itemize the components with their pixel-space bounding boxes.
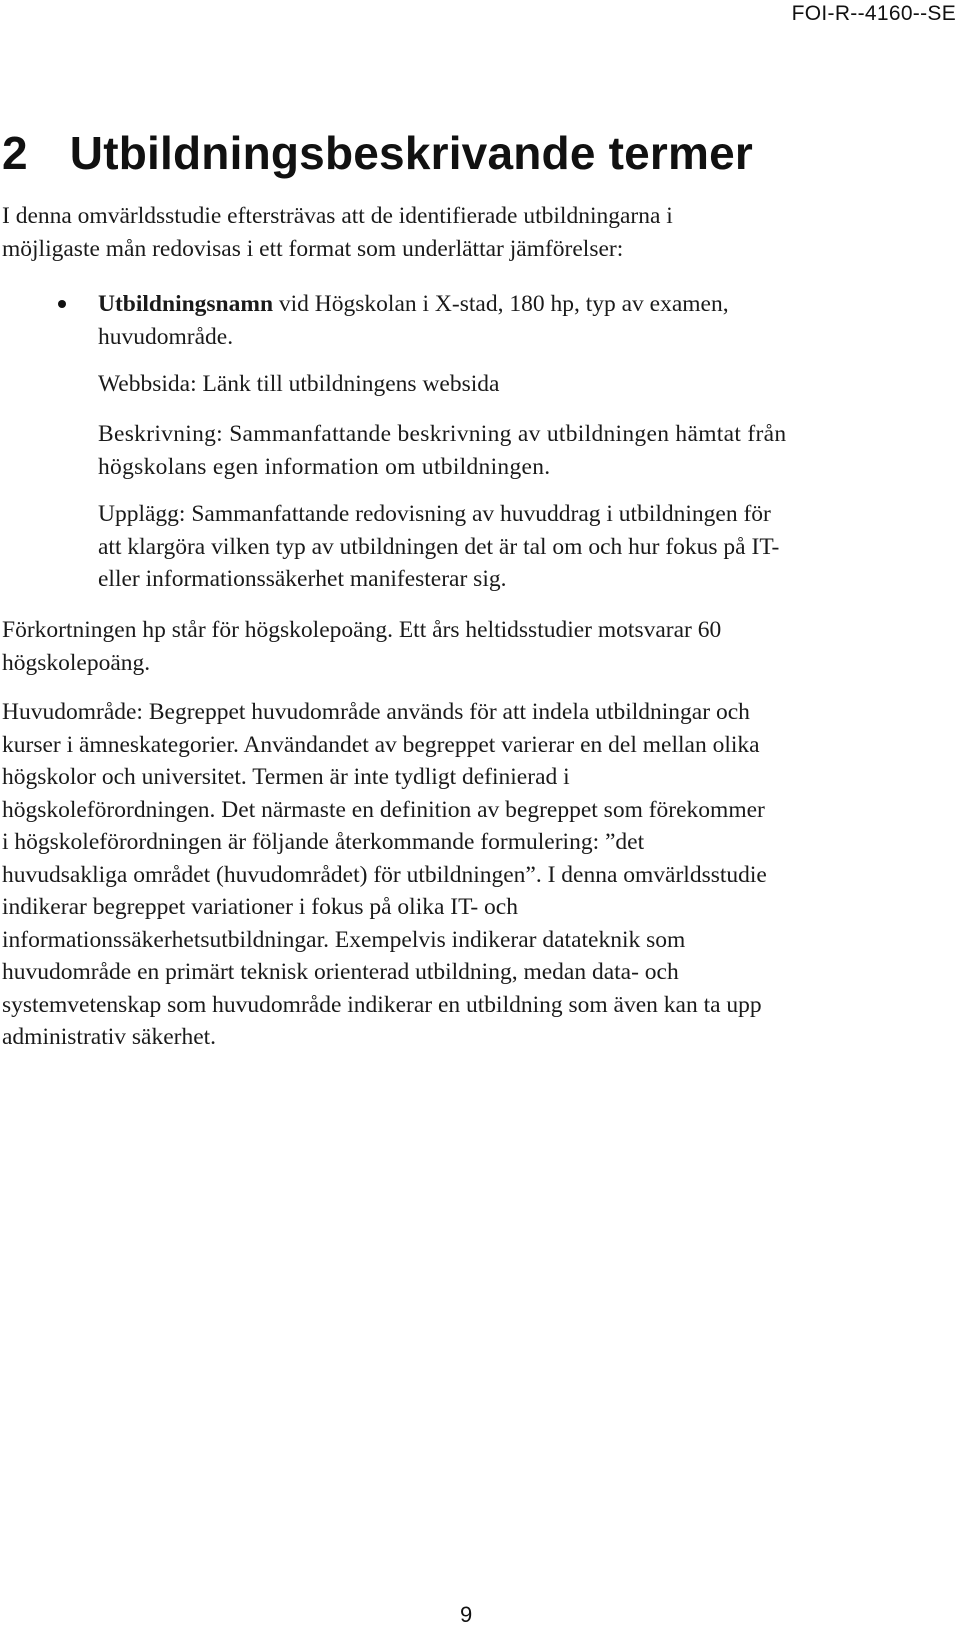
huvudomrade-paragraph <box>2 696 767 1054</box>
intro-paragraph <box>2 200 673 265</box>
huvudomrade-line: informationssäkerhetsutbildningar. Exempelvis indikerar datateknik som <box>2 926 686 953</box>
chapter-title: Utbildningsbeskrivande termer <box>69 127 753 179</box>
huvudomrade-line: systemvetenskap som huvudområde indikerar en utbildning som även kan ta upp <box>2 991 762 1018</box>
huvudomrade-line: högskolor och universitet. Termen är inte tydligt definierad i <box>2 764 570 790</box>
huvudomrade-line: Huvudområde: Begreppet huvudområde används för att indela utbildningar och <box>2 699 750 725</box>
upplagg-paragraph <box>98 498 779 596</box>
bullet-term: Utbildningsnamn <box>98 291 274 317</box>
bullet-line: huvudområde. <box>98 323 234 350</box>
beskrivning-paragraph <box>98 418 786 483</box>
upplagg-line: eller informationssäkerhet manifesterar sig. <box>98 566 507 592</box>
beskrivning-line: Beskrivning: Sammanfattande beskrivning av utbildningen hämtat från <box>98 421 787 447</box>
intro-line: möjligaste mån redovisas i ett format som underlättar jämförelser: <box>2 235 624 262</box>
huvudomrade-line: huvudområde en primärt teknisk orienterad utbildning, medan data- och <box>2 959 679 985</box>
bullet-line <box>98 288 729 321</box>
upplagg-line: att klargöra vilken typ av utbildningen det är tal om och hur fokus på IT- <box>98 533 780 560</box>
bullet-icon <box>58 300 66 308</box>
report-id: FOI-R--4160--SE <box>791 2 956 25</box>
huvudomrade-line: högskoleförordningen. Det närmaste en definition av begreppet som förekommer <box>2 796 765 823</box>
bullet-item <box>98 288 729 353</box>
huvudomrade-line: administrativ säkerhet. <box>2 1024 217 1050</box>
hp-note-paragraph <box>2 614 721 679</box>
intro-line: I denna omvärldsstudie eftersträvas att de identifierade utbildningarna i <box>2 203 673 229</box>
huvudomrade-line: huvudsakliga området (huvudområdet) för utbildningen”. I denna omvärldsstudie <box>2 861 767 888</box>
webbsida-line: Webbsida: Länk till utbildningens websida <box>98 371 500 397</box>
chapter-number: 2 <box>2 127 28 179</box>
webbsida-paragraph <box>98 368 499 401</box>
huvudomrade-line: kurser i ämneskategorier. Användandet av begreppet varierar en del mellan olika <box>2 731 760 758</box>
hp-note-line: Förkortningen hp står för högskolepoäng. Ett års heltidsstudier motsvarar 60 <box>2 617 722 643</box>
chapter-heading <box>2 126 753 180</box>
hp-note-line: högskolepoäng. <box>2 649 151 676</box>
huvudomrade-line: i högskoleförordningen är följande återkommande formulering: ”det <box>2 829 645 855</box>
page-number: 9 <box>460 1602 473 1627</box>
bullet-text: vid Högskolan i X-stad, 180 hp, typ av examen, <box>273 291 729 317</box>
beskrivning-line: högskolans egen information om utbildningen. <box>98 453 551 480</box>
huvudomrade-line: indikerar begreppet variationer i fokus på olika IT- och <box>2 894 518 920</box>
upplagg-line: Upplägg: Sammanfattande redovisning av huvuddrag i utbildningen för <box>98 501 771 527</box>
